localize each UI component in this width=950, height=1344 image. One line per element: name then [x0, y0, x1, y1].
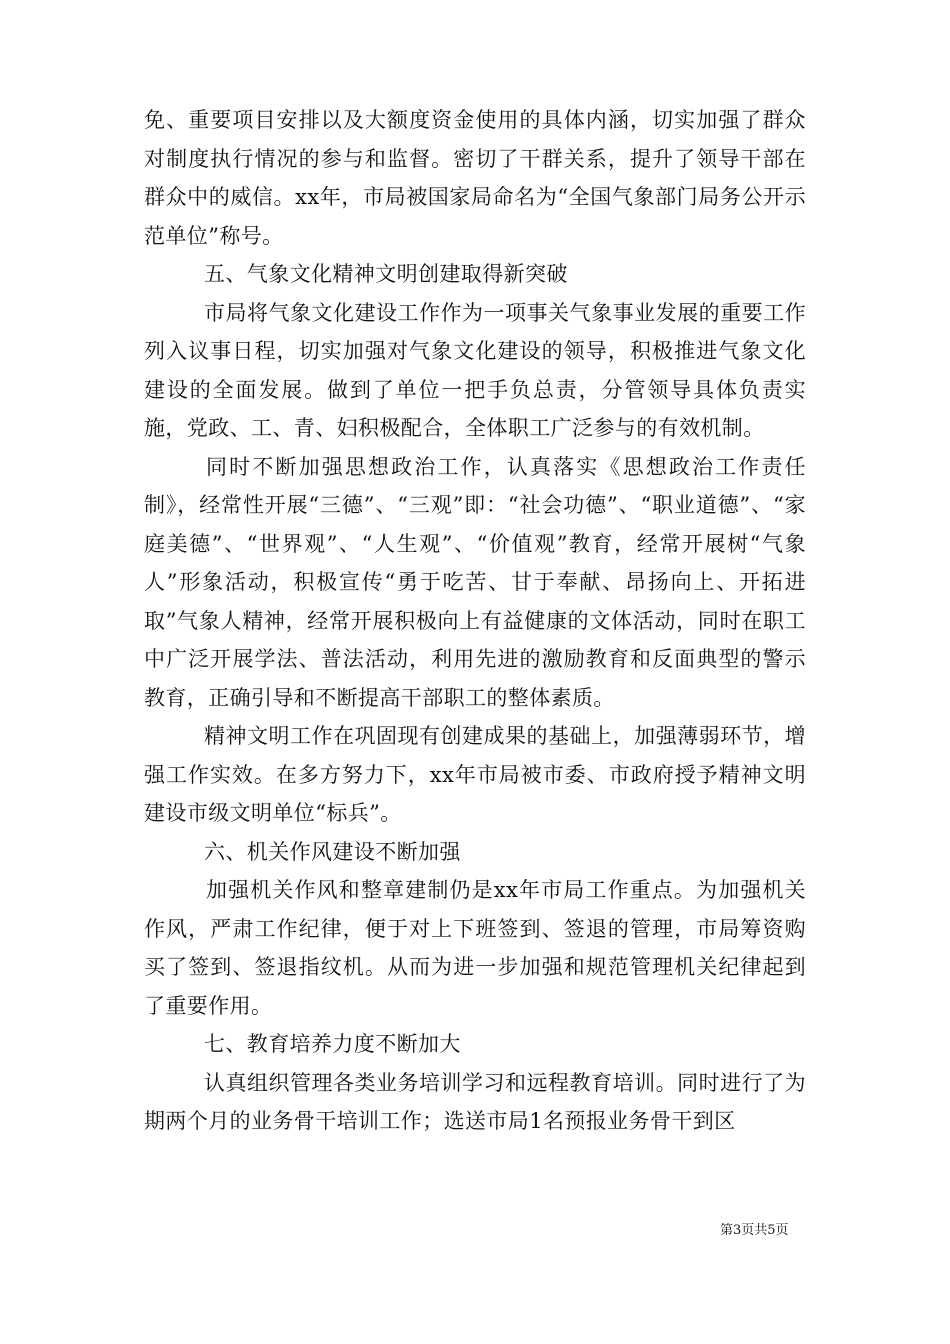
- document-body: [144, 101, 806, 1141]
- paragraph-continuation: 免、重要项目安排以及大额度资金使用的具体内涵，切实加强了群众对制度执行情况的参与和监督。密切了干群关系，提升了领导干部在群众中的威信。xx年，市局被国家局命名为“全国气象部门局务公开示范单位”称号。: [144, 108, 806, 248]
- paragraph-ideological-work: 同时不断加强思想政治工作，认真落实《思想政治工作责任制》，经常性开展“三德”、“三观”即：“社会功德”、“职业道德”、“家庭美德”、“世界观”、“人生观”、“价值观”教育，经常开展树“气象人”形象活动，积极宣传“勇于吃苦、甘于奉献、昂扬向上、开拓进取”气象人精神，经常开展积极向上有益健康的文体活动，同时在职工中广泛开展学法、普法活动，利用先进的激励教育和反面典型的警示教育，正确引导和不断提高干部职工的整体素质。: [144, 454, 806, 710]
- paragraph-training: 认真组织管理各类业务培训学习和远程教育培训。同时进行了为期两个月的业务骨干培训工作；选送市局1名预报业务骨干到区: [144, 1070, 806, 1133]
- paragraph-culture-construction: 市局将气象文化建设工作作为一项事关气象事业发展的重要工作列入议事日程，切实加强对气象文化建设的领导，积极推进气象文化建设的全面发展。做到了单位一把手负总责，分管领导具体负责实施，党政、工、青、妇积极配合，全体职工广泛参与的有效机制。: [144, 300, 806, 440]
- paragraph-work-style: 加强机关作风和整章建制仍是xx年市局工作重点。为加强机关作风，严肃工作纪律，便于对上下班签到、签退的管理，市局筹资购买了签到、签退指纹机。从而为进一步加强和规范管理机关纪律起到了重要作用。: [144, 878, 806, 1018]
- section-heading-7: 七、教育培养力度不断加大: [204, 1032, 461, 1056]
- paragraph-spiritual-civilization: 精神文明工作在巩固现有创建成果的基础上，加强薄弱环节，增强工作实效。在多方努力下，xx年市局被市委、市政府授予精神文明建设市级文明单位“标兵”。: [144, 724, 806, 825]
- section-heading-6: 六、机关作风建设不断加强: [204, 839, 461, 864]
- section-heading-5: 五、气象文化精神文明创建取得新突破: [204, 262, 568, 286]
- page-number-footer: 第3页共5页: [720, 1223, 789, 1238]
